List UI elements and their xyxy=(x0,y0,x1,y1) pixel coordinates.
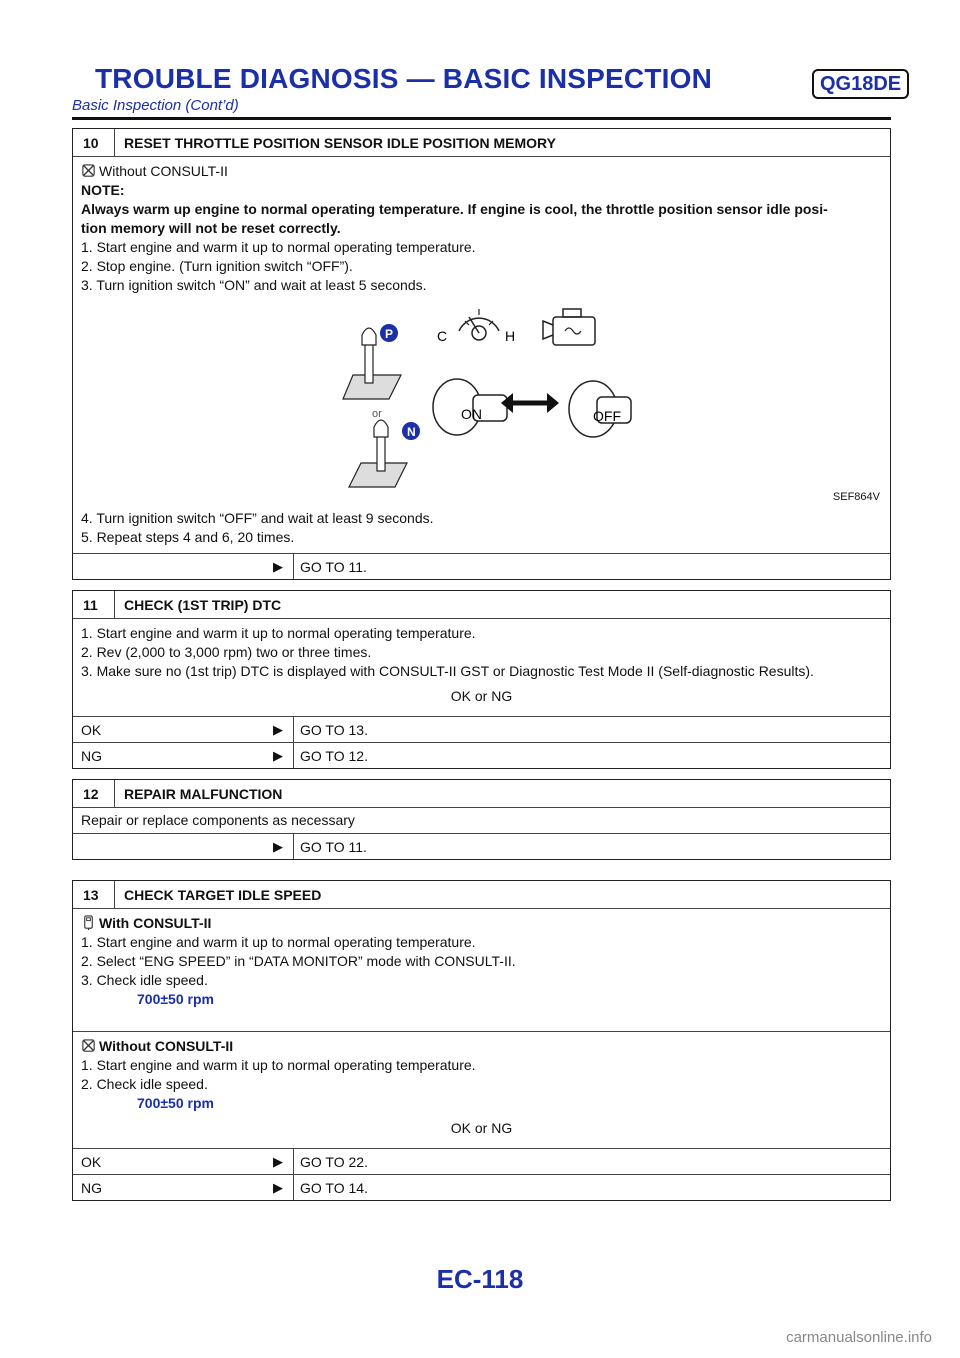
step-line: 2. Rev (2,000 to 3,000 rpm) two or three times. xyxy=(81,644,372,660)
arrow-icon: ▶ xyxy=(263,1175,294,1200)
note-label: NOTE: xyxy=(81,182,125,198)
gauge-h-label: H xyxy=(505,328,516,344)
step-12-body xyxy=(73,808,890,833)
double-arrow-icon xyxy=(501,393,559,413)
note-text: tion memory will not be reset correctly. xyxy=(81,220,341,236)
step-10-header xyxy=(73,129,890,157)
ng-row xyxy=(73,742,890,768)
step-10-box xyxy=(72,128,891,580)
idle-speed-spec: 700±50 rpm xyxy=(137,991,214,1007)
goto-link[interactable]: GO TO 22. xyxy=(300,1153,368,1170)
step-12-box xyxy=(72,779,891,860)
ok-or-ng-label: OK or NG xyxy=(450,1120,513,1136)
step-10-body xyxy=(73,157,890,553)
mode-label: With CONSULT-II xyxy=(99,915,212,931)
arrow-icon: ▶ xyxy=(263,717,294,742)
key-on-icon xyxy=(433,379,507,435)
mode-label: Without CONSULT-II xyxy=(99,163,228,179)
step-11-body xyxy=(73,619,890,716)
footer-site[interactable]: carmanualsonline.info xyxy=(786,1329,932,1346)
crossed-tools-icon xyxy=(81,163,96,178)
arrow-icon: ▶ xyxy=(263,834,294,859)
row-label: OK xyxy=(81,721,102,738)
step-number: 10 xyxy=(73,129,115,156)
step-title: RESET THROTTLE POSITION SENSOR IDLE POSITION MEMORY xyxy=(124,134,556,151)
row-label: NG xyxy=(81,1179,102,1196)
step-line: 1. Start engine and warm it up to normal operating temperature. xyxy=(81,934,476,950)
step-line: 2. Select “ENG SPEED” in “DATA MONITOR” mode with CONSULT-II. xyxy=(81,953,516,969)
note-text: Always warm up engine to normal operating temperature. If engine is cool, the throttle position sensor idle posi- xyxy=(81,201,828,217)
idle-speed-spec: 700±50 rpm xyxy=(137,1095,214,1111)
consult-tester-icon xyxy=(81,915,96,930)
step-13-body-no-consult xyxy=(73,1032,890,1148)
arrow-icon: ▶ xyxy=(263,1149,294,1174)
goto-link[interactable]: GO TO 14. xyxy=(300,1179,368,1196)
temp-gauge-icon xyxy=(437,309,515,344)
step-line: 1. Start engine and warm it up to normal operating temperature. xyxy=(81,239,476,255)
figure-caption: SEF864V xyxy=(832,491,880,503)
step-line: 3. Turn ignition switch “ON” and wait at least 5 seconds. xyxy=(81,277,427,293)
header-rule xyxy=(72,117,891,120)
step-11-header xyxy=(73,591,890,619)
goto-link[interactable]: GO TO 13. xyxy=(300,721,368,738)
step-title: CHECK (1ST TRIP) DTC xyxy=(124,596,282,613)
step-line: 4. Turn ignition switch “OFF” and wait at least 9 seconds. xyxy=(81,510,434,526)
step-13-header xyxy=(73,881,890,909)
shifter-n-icon xyxy=(349,420,420,487)
step-title: CHECK TARGET IDLE SPEED xyxy=(124,886,322,903)
gauge-c-label: C xyxy=(437,328,448,344)
ignition-figure xyxy=(81,295,882,509)
arrow-icon: ▶ xyxy=(263,743,294,768)
page-title: TROUBLE DIAGNOSIS — BASIC INSPECTION xyxy=(95,63,713,94)
mode-label: Without CONSULT-II xyxy=(99,1038,234,1054)
step-number: 13 xyxy=(73,881,115,908)
or-label: or xyxy=(372,408,382,420)
model-badge: QG18DE xyxy=(812,69,909,99)
goto-row xyxy=(73,553,890,579)
row-label: OK xyxy=(81,1153,102,1170)
row-label: NG xyxy=(81,747,102,764)
step-number: 11 xyxy=(73,591,115,618)
step-line: 5. Repeat steps 4 and 6, 20 times. xyxy=(81,529,295,545)
ignition-diagram xyxy=(81,295,881,509)
step-13-body-consult xyxy=(73,909,890,1031)
key-off-icon xyxy=(569,381,631,437)
step-line: 2. Stop engine. (Turn ignition switch “OFF”). xyxy=(81,258,353,274)
goto-row xyxy=(73,833,890,859)
goto-link[interactable]: GO TO 11. xyxy=(300,558,367,575)
page-number: EC-118 xyxy=(436,1264,524,1294)
step-line: 3. Check idle speed. xyxy=(81,972,208,988)
arrow-icon: ▶ xyxy=(263,554,294,579)
page-subtitle: Basic Inspection (Cont’d) xyxy=(72,97,239,114)
crossed-tools-icon xyxy=(81,1038,96,1053)
gear-p-label: P xyxy=(385,327,394,341)
key-on-label: ON xyxy=(461,406,482,422)
shifter-p-icon xyxy=(343,324,401,399)
ng-row xyxy=(73,1174,890,1200)
goto-link[interactable]: GO TO 12. xyxy=(300,747,368,764)
step-12-header xyxy=(73,780,890,808)
step-11-box xyxy=(72,590,891,769)
step-13-box xyxy=(72,880,891,1201)
step-line: 1. Start engine and warm it up to normal operating temperature. xyxy=(81,625,476,641)
step-line: Repair or replace components as necessary xyxy=(81,812,355,828)
engine-icon xyxy=(543,309,595,345)
step-title: REPAIR MALFUNCTION xyxy=(124,785,283,802)
step-line: 3. Make sure no (1st trip) DTC is displayed with CONSULT-II GST or Diagnostic Test Mode II (Self-diagnostic Results). xyxy=(81,663,814,679)
step-line: 2. Check idle speed. xyxy=(81,1076,208,1092)
step-number: 12 xyxy=(73,780,115,807)
step-line: 1. Start engine and warm it up to normal operating temperature. xyxy=(81,1057,476,1073)
ok-row xyxy=(73,716,890,742)
gear-n-label: N xyxy=(407,425,416,439)
key-off-label: OFF xyxy=(593,408,621,424)
goto-link[interactable]: GO TO 11. xyxy=(300,838,367,855)
ok-or-ng-label: OK or NG xyxy=(450,688,513,704)
ok-row xyxy=(73,1148,890,1174)
